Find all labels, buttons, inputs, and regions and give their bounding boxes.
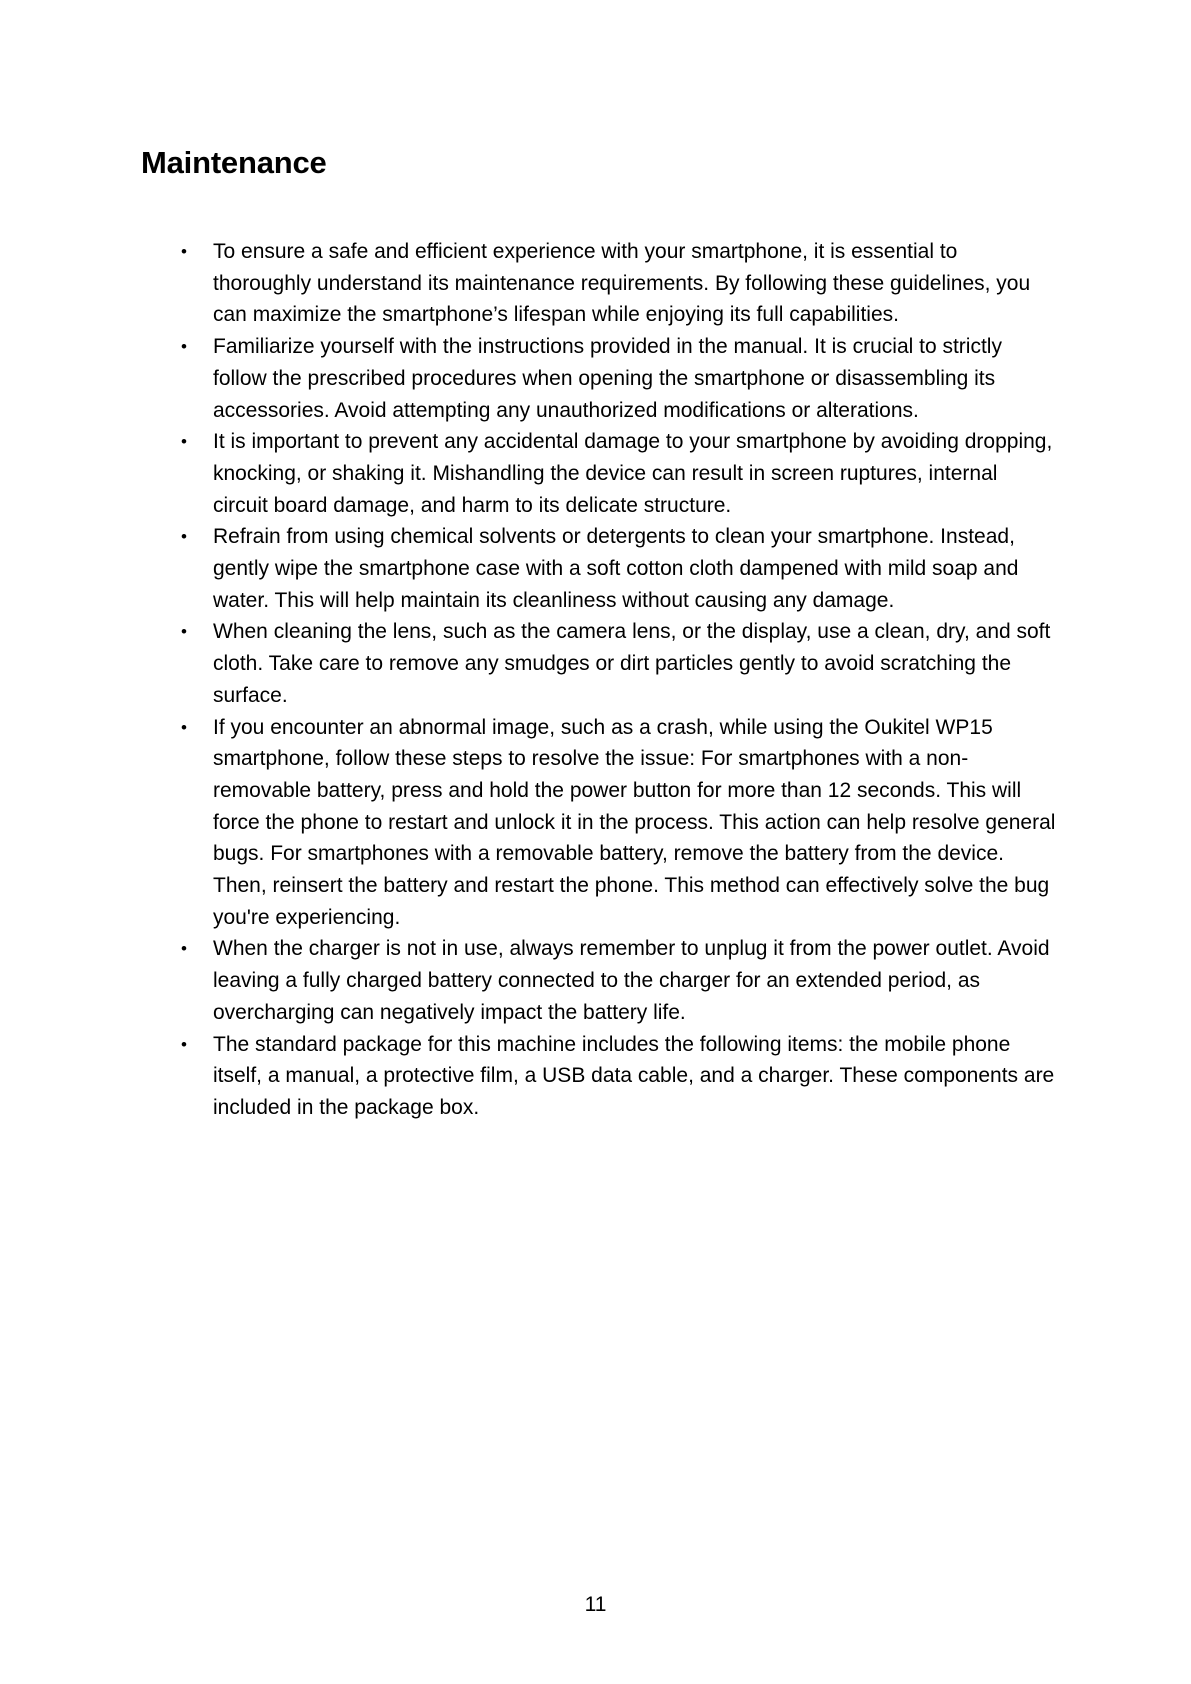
list-item [181,426,1058,521]
list-item [181,712,1058,934]
list-item-text: When the charger is not in use, always remember to unplug it from the power outlet. Avoid leaving a fully charged battery connected to the charger for an extended period, as overcharging can negatively impact the battery life. [213,937,1050,1024]
maintenance-list [0,236,1191,1124]
page-number: 11 [584,1593,607,1616]
list-item-text: To ensure a safe and efficient experience with your smartphone, it is essential to thoroughly understand its maintenance requirements. By following these guidelines, you can maximize the smartphone’s lifespan while enjoying its full capabilities. [213,240,1031,327]
list-item [181,521,1058,616]
list-item [181,1029,1058,1124]
bullet-icon: • [181,1034,187,1054]
list-item-text: It is important to prevent any accidental damage to your smartphone by avoiding dropping, knocking, or shaking it. Mishandling the device can result in screen ruptures, internal circuit board damage, and harm to its delicate structure. [213,430,1053,517]
list-item [181,236,1058,331]
bullet-icon: • [181,337,187,357]
bullet-icon: • [181,622,187,642]
list-item [181,331,1058,426]
list-item-text: When cleaning the lens, such as the camera lens, or the display, use a clean, dry, and soft cloth. Take care to remove any smudges or dirt particles gently to avoid scratching the surface. [213,620,1051,707]
list-item-text: Refrain from using chemical solvents or detergents to clean your smartphone. Instead, gently wipe the smartphone case with a soft cotton cloth dampened with mild soap and water. This will help maintain its cleanliness without causing any damage. [213,525,1019,612]
list-item-text: If you encounter an abnormal image, such as a crash, while using the Oukitel WP15 smartphone, follow these steps to resolve the issue: For smartphones with a non-removable battery, press and hold the power button for more than 12 seconds. This will force the phone to restart and unlock it in the process. This action can help resolve general bugs. For smartphones with a removable battery, remove the battery from the device. Then, reinsert the battery and restart the phone. This method can effectively solve the bug you're experiencing. [213,715,1056,929]
list-item [181,616,1058,711]
bullet-icon: • [181,242,187,261]
bullet-icon: • [181,432,187,452]
bullet-icon: • [181,527,187,547]
page-title: Maintenance [141,145,327,180]
bullet-icon: • [181,939,187,959]
list-item [181,933,1058,1028]
bullet-icon: • [181,717,187,737]
list-item-text: The standard package for this machine includes the following items: the mobile phone itself, a manual, a protective film, a USB data cable, and a charger. These components are included in the package box. [213,1032,1055,1119]
list-item-text: Familiarize yourself with the instructions provided in the manual. It is crucial to strictly follow the prescribed procedures when opening the smartphone or disassembling its accessories. Avoid attempting any unauthorized modifications or alterations. [213,335,1002,422]
